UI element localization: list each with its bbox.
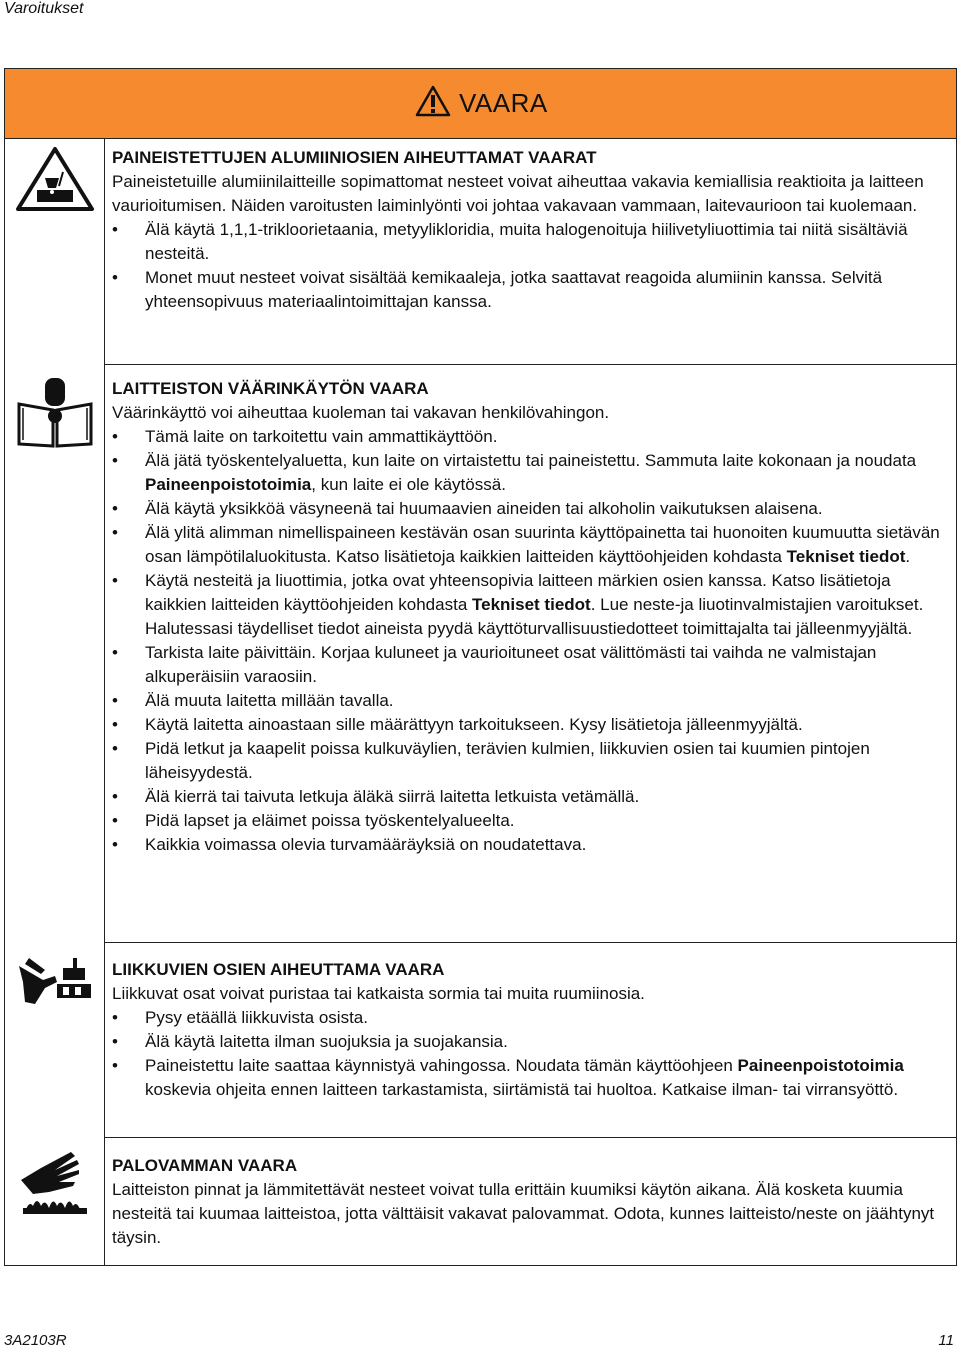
- list-item: • Tämä laite on tarkoitettu vain ammattikäyttöön.: [112, 425, 944, 449]
- section-title: PALOVAMMAN VAARA: [112, 1156, 298, 1175]
- page-number: 11: [938, 1332, 954, 1349]
- section-aluminium-hazard: [112, 146, 944, 314]
- hot-surface-hand-icon: [15, 1146, 95, 1221]
- section-intro: Paineistetuille alumiinilaitteille sopimattomat nesteet voivat aiheuttaa vakavia kemiallisia reaktioita ja laitteen vaurioitumisen. Näiden varoitusten laiminlyönti voi johtaa vakavaan vammaan, laitevaurioon tai kuolemaan.: [112, 172, 924, 215]
- banner-title: VAARA: [459, 88, 548, 118]
- read-manual-icon: [15, 376, 95, 455]
- bullet-list: [112, 425, 944, 857]
- section-title: PAINEISTETTUJEN ALUMIINIOSIEN AIHEUTTAMAT VAARAT: [112, 148, 597, 167]
- section-divider: [105, 364, 957, 365]
- bullet-list: [112, 218, 944, 314]
- list-item: • Käytä nesteitä ja liuottimia, jotka ovat yhteensopivia laitteen märkien osien kanssa. Katso lisätietoja kaikkien laitteiden käyttöohjeiden kohdasta Tekniset tiedot. Lue neste-ja liuotinvalmistajien varoitukset. Halutessasi täydelliset tiedot aineista pyydä käyttöturvallisuustiedotteet toimittajalta tai jälleenmyyjältä.: [112, 569, 944, 641]
- list-item: • Kaikkia voimassa olevia turvamääräyksiä on noudatettava.: [112, 833, 944, 857]
- list-item: • Älä käytä laitetta ilman suojuksia ja suojakansia.: [112, 1030, 944, 1054]
- list-item: • Pidä letkut ja kaapelit poissa kulkuväylien, terävien kulmien, liikkuvien osien tai kuumien pintojen läheisyydestä.: [112, 737, 944, 785]
- document-code: 3A2103R: [4, 1332, 67, 1349]
- list-item: • Älä muuta laitetta millään tavalla.: [112, 689, 944, 713]
- list-item: • Älä käytä yksikköä väsyneenä tai huumaavien aineiden tai alkoholin vaikutuksen alaisena.: [112, 497, 944, 521]
- list-item: • Pysy etäällä liikkuvista osista.: [112, 1006, 944, 1030]
- section-burn-hazard: [112, 1154, 944, 1250]
- moving-parts-hand-icon: [15, 954, 95, 1019]
- bullet-list: [112, 1006, 944, 1102]
- section-divider: [105, 1137, 957, 1138]
- list-item: • Monet muut nesteet voivat sisältää kemikaaleja, jotka saattavat reagoida alumiinin kanssa. Selvitä yhteensopivuus materiaalintoimittajan kanssa.: [112, 266, 944, 314]
- section-divider: [105, 942, 957, 943]
- list-item: • Tarkista laite päivittäin. Korjaa kuluneet ja vaurioituneet osat välittömästi tai vaihda ne valmistajan alkuperäisiin varaosiin.: [112, 641, 944, 689]
- section-title: LIIKKUVIEN OSIEN AIHEUTTAMA VAARA: [112, 960, 445, 979]
- section-title: LAITTEISTON VÄÄRINKÄYTÖN VAARA: [112, 379, 429, 398]
- danger-banner: [5, 69, 956, 139]
- icon-column-divider: [104, 139, 105, 1265]
- section-intro: Laitteiston pinnat ja lämmitettävät nesteet voivat tulla erittäin kuumiksi käytön aikana. Älä kosketa kuumia nesteitä tai kuumaa laitteistoa, jotta välttäisit vakavat palovammat. Odota, kunnes laitteisto/neste on jäähtynyt täysin.: [112, 1180, 935, 1247]
- page-header: Varoitukset: [4, 0, 84, 17]
- list-item: • Älä ylitä alimman nimellispaineen kestävän osan suurinta käyttöpainetta tai huonoiten kuumuutta sietävän osan lämpötilaluokitusta. Katso lisätietoja kaikkien laitteiden käyttöohjeiden kohdasta Tekniset tiedot.: [112, 521, 944, 569]
- list-item: • Älä jätä työskentelyaluetta, kun laite on virtaistettu tai paineistettu. Sammuta laite kokonaan ja noudata Paineenpoistotoimia, kun laite ei ole käytössä.: [112, 449, 944, 497]
- chemical-hazard-icon: [15, 146, 95, 217]
- list-item: • Käytä laitetta ainoastaan sille määrättyyn tarkoitukseen. Kysy lisätietoja jälleenmyyjältä.: [112, 713, 944, 737]
- section-misuse-hazard: [112, 377, 944, 857]
- section-moving-parts-hazard: [112, 958, 944, 1102]
- warning-triangle-icon: [415, 85, 451, 122]
- list-item: • Älä käytä 1,1,1-trikloorietaania, metyylikloridia, muita halogenoituja hiilivetyliuottimia tai niitä sisältäviä nesteitä.: [112, 218, 944, 266]
- section-intro: Väärinkäyttö voi aiheuttaa kuoleman tai vakavan henkilövahingon.: [112, 403, 610, 422]
- list-item: • Älä kierrä tai taivuta letkuja äläkä siirrä laitetta letkuista vetämällä.: [112, 785, 944, 809]
- list-item: • Pidä lapset ja eläimet poissa työskentelyalueelta.: [112, 809, 944, 833]
- section-intro: Liikkuvat osat voivat puristaa tai katkaista sormia tai muita ruumiinosia.: [112, 984, 645, 1003]
- list-item: • Paineistettu laite saattaa käynnistyä vahingossa. Noudata tämän käyttöohjeen Paineenpoistotoimia koskevia ohjeita ennen laitteen tarkastamista, siirtämistä tai huoltoa. Katkaise ilman- tai virransyöttö.: [112, 1054, 944, 1102]
